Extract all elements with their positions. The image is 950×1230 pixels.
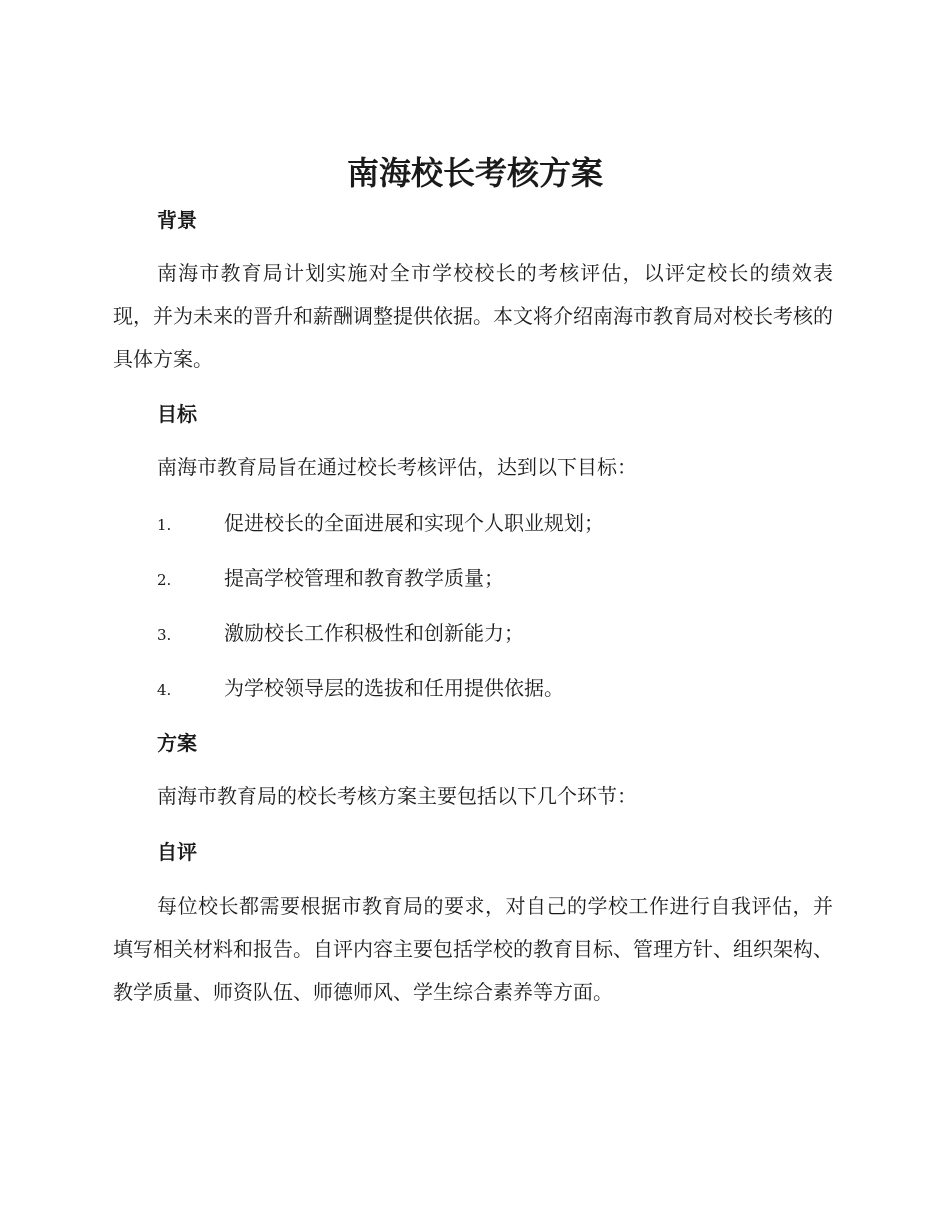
list-item-number: 1. bbox=[157, 516, 172, 534]
list-item bbox=[157, 673, 837, 705]
heading-background: 背景 bbox=[157, 208, 197, 232]
heading-self-review: 自评 bbox=[157, 840, 197, 864]
document-title: 南海校长考核方案 bbox=[346, 154, 603, 192]
paragraph-plan-intro: 南海市教育局的校长考核方案主要包括以下几个环节： bbox=[157, 784, 637, 808]
list-item-text: 激励校长工作积极性和创新能力； bbox=[224, 621, 524, 645]
heading-plan: 方案 bbox=[157, 731, 197, 755]
paragraph-self-review: 每位校长都需要根据市教育局的要求，对自己的学校工作进行自我评估，并填写相关材料和报告。自评内容主要包括学校的教育目标、管理方针、组织架构、教学质量、师资队伍、师德师风、学生综合素养等方面。 bbox=[113, 894, 833, 1004]
list-item bbox=[157, 618, 837, 650]
list-item-text: 促进校长的全面进展和实现个人职业规划； bbox=[224, 511, 604, 535]
list-item-text: 提高学校管理和教育教学质量； bbox=[224, 566, 504, 590]
list-item bbox=[157, 563, 837, 595]
list-item-number: 2. bbox=[157, 571, 172, 589]
list-item bbox=[157, 508, 837, 540]
list-item-text: 为学校领导层的选拔和任用提供依据。 bbox=[224, 676, 564, 700]
paragraph-goals-intro: 南海市教育局旨在通过校长考核评估，达到以下目标： bbox=[157, 455, 637, 479]
heading-goals: 目标 bbox=[157, 402, 197, 426]
list-item-number: 4. bbox=[157, 681, 172, 699]
paragraph-background: 南海市教育局计划实施对全市学校校长的考核评估，以评定校长的绩效表现，并为未来的晋升和薪酬调整提供依据。本文将介绍南海市教育局对校长考核的具体方案。 bbox=[113, 261, 833, 371]
list-item-number: 3. bbox=[157, 626, 172, 644]
